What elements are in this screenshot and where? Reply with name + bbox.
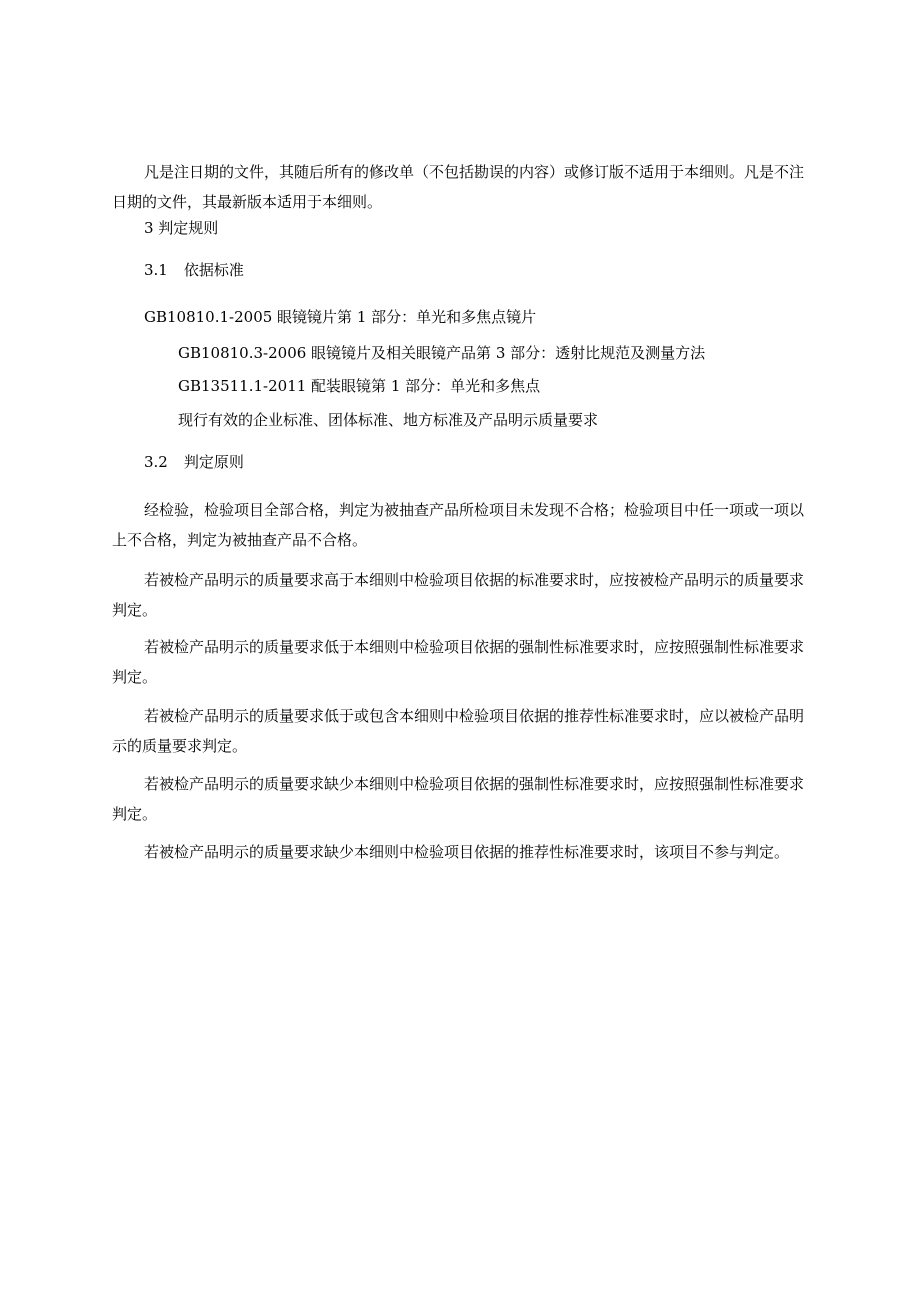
rule-paragraph: 若被检产品明示的质量要求缺少本细则中检验项目依据的强制性标准要求时，应按照强制性标准要求判定。	[112, 775, 805, 823]
standard-item: 现行有效的企业标准、团体标准、地方标准及产品明示质量要求	[178, 411, 599, 429]
rule-paragraph: 若被检产品明示的质量要求高于本细则中检验项目依据的标准要求时，应按被检产品明示的质量要求判定。	[112, 571, 805, 619]
rule-paragraph: 若被检产品明示的质量要求缺少本细则中检验项目依据的推荐性标准要求时，该项目不参与判定。	[144, 843, 790, 861]
rule-paragraph: 经检验，检验项目全部合格，判定为被抽查产品所检项目未发现不合格；检验项目中任一项或一项以上不合格，判定为被抽查产品不合格。	[112, 501, 805, 549]
standard-item: GB10810.3-2006 眼镜镜片及相关眼镜产品第 3 部分：透射比规范及测量方法	[178, 344, 706, 362]
rule-paragraph: 若被检产品明示的质量要求低于或包含本细则中检验项目依据的推荐性标准要求时，应以被检产品明示的质量要求判定。	[112, 707, 805, 755]
section-3-1-title: 依据标准	[183, 261, 244, 279]
section-3-1-number: 3.1	[144, 261, 168, 279]
standard-item: GB13511.1-2011 配装眼镜第 1 部分：单光和多焦点	[178, 377, 541, 395]
section-3-heading: 3 判定规则	[144, 219, 219, 237]
section-3-2-heading	[144, 452, 244, 472]
section-3-1-heading	[144, 260, 244, 280]
intro-paragraph: 凡是注日期的文件，其随后所有的修改单（不包括勘误的内容）或修订版不适用于本细则。凡是不注日期的文件，其最新版本适用于本细则。	[112, 163, 805, 211]
section-3-2-title: 判定原则	[183, 453, 244, 471]
section-3-2-number: 3.2	[144, 453, 168, 471]
rule-paragraph: 若被检产品明示的质量要求低于本细则中检验项目依据的强制性标准要求时，应按照强制性标准要求判定。	[112, 638, 805, 686]
standard-item: GB10810.1-2005 眼镜镜片第 1 部分：单光和多焦点镜片	[144, 308, 537, 326]
